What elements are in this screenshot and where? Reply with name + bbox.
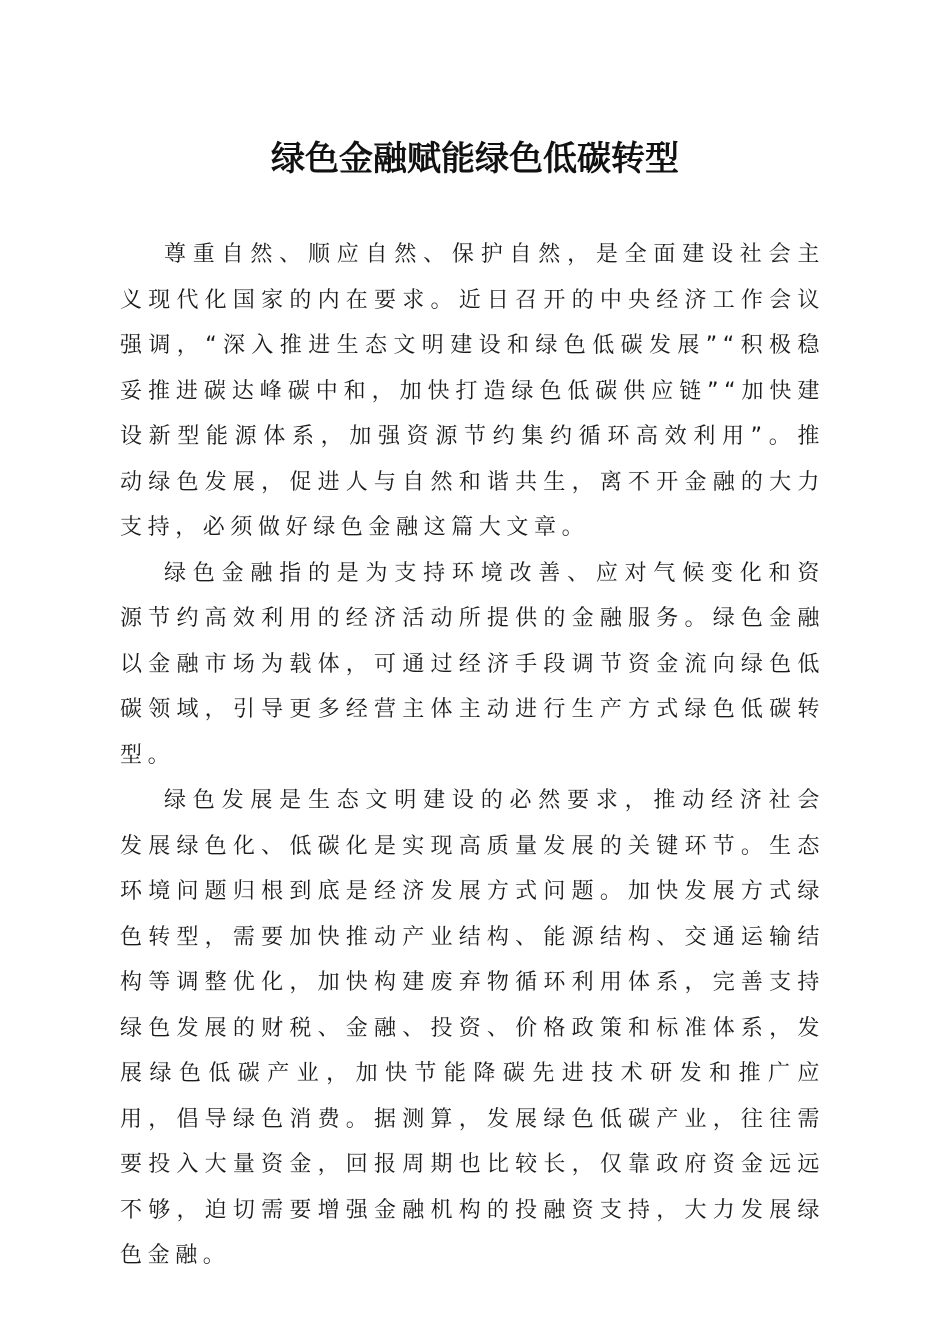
paragraph-3: 绿色发展是生态文明建设的必然要求，推动经济社会发展绿色化、低碳化是实现高质量发展的关键环节。生态环境问题归根到底是经济发展方式问题。加快发展方式绿色转型，需要加快推动产业结构、能源结构、交通运输结构等调整优化，加快构建废弃物循环利用体系，完善支持绿色发展的财税、金融、投资、价格政策和标准体系，发展绿色低碳产业，加快节能降碳先进技术研发和推广应用，倡导绿色消费。据测算，发展绿色低碳产业，往往需要投入大量资金，回报周期也比较长，仅靠政府资金远远不够，迫切需要增强金融机构的投融资支持，大力发展绿色金融。	[120, 788, 825, 1268]
document-title: 绿色金融赋能绿色低碳转型	[271, 139, 679, 179]
document-body	[120, 232, 825, 1279]
paragraph-1: 尊重自然、顺应自然、保护自然，是全面建设社会主义现代化国家的内在要求。近日召开的中央经济工作会议强调，“深入推进生态文明建设和绿色低碳发展”“积极稳妥推进碳达峰碳中和，加快打造绿色低碳供应链”“加快建设新型能源体系，加强资源节约集约循环高效利用”。推动绿色发展，促进人与自然和谐共生，离不开金融的大力支持，必须做好绿色金融这篇大文章。	[120, 242, 825, 540]
paragraph-2: 绿色金融指的是为支持环境改善、应对气候变化和资源节约高效利用的经济活动所提供的金融服务。绿色金融以金融市场为载体，可通过经济手段调节资金流向绿色低碳领域，引导更多经营主体主动进行生产方式绿色低碳转型。	[120, 560, 825, 768]
